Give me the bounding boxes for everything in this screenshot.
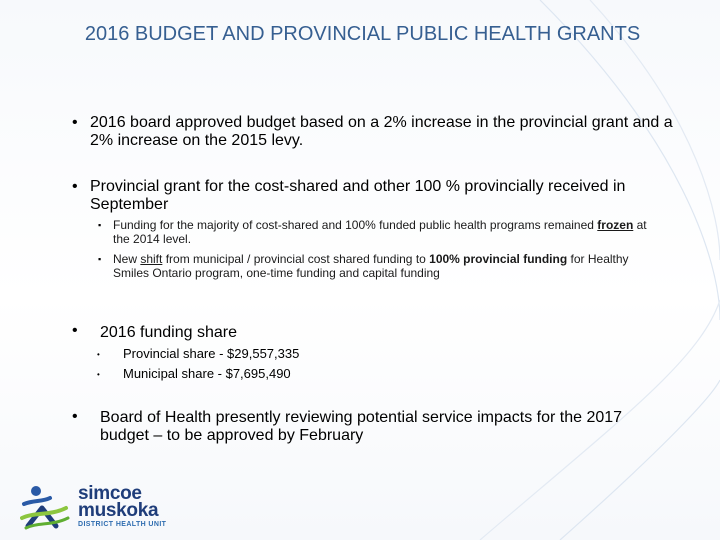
bullet-marker: • [72,178,78,195]
bullet-board-review: Board of Health presently reviewing potential service impacts for the 2017 budget – to be approved by February [100,409,623,444]
sub-bullet-marker: ▪ [98,220,102,230]
bullet-marker: • [72,114,78,131]
shift-emphasis: shift [140,252,163,266]
bullet-provincial-grant: Provincial grant for the cost-shared and other 100 % provincially received in September [90,178,626,213]
sub-bullet-marker: • [97,370,100,379]
bullet-budget-basis: 2016 board approved budget based on a 2% increase in the provincial grant and a 2% increase on the 2015 levy. [90,114,673,149]
provincial-share: Provincial share - $29,557,335 [123,346,300,361]
sub-bullet-shift: New shift from municipal / provincial cost shared funding to 100% provincial funding for Healthy Smiles Ontario program, one-time funding and capital funding [113,252,629,280]
logo-figure-icon [20,482,72,532]
sub-bullet-frozen: Funding for the majority of cost-shared and 100% funded public health programs remained frozen at the 2014 level. [113,218,647,246]
simcoe-muskoka-logo [20,484,190,532]
logo-text-district: DISTRICT HEALTH UNIT [78,521,167,528]
frozen-emphasis: frozen [597,218,634,232]
sub-bullet-marker: • [97,350,100,359]
municipal-share: Municipal share - $7,695,490 [123,366,291,381]
bullet-funding-share: 2016 funding share [100,324,237,341]
bullet-marker: • [72,408,78,425]
provincial-funding-emphasis: 100% provincial funding [429,252,568,266]
logo-text-simcoe: simcoe [78,483,142,504]
logo-text-muskoka: muskoka [78,500,159,521]
slide-title: 2016 BUDGET AND PROVINCIAL PUBLIC HEALTH GRANTS [84,23,641,45]
sub-bullet-marker: ▪ [98,254,102,264]
bullet-marker: • [72,322,78,339]
